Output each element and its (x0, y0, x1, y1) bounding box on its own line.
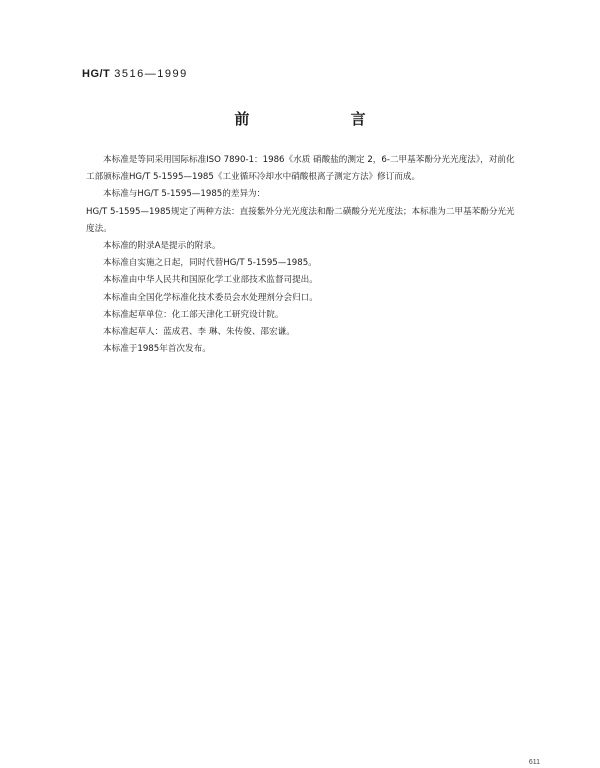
foreword-body (86, 152, 518, 358)
paragraph-appendix: 本标准的附录A是提示的附录。 (103, 241, 221, 252)
standard-code-number: 3516—1999 (114, 68, 188, 80)
paragraph-centralized: 本标准由全国化学标准化技术委员会水处理剂分会归口。 (103, 292, 318, 303)
paragraph-drafters: 本标准起草人：蓝成君、李 琳、朱传俊、邵宏谦。 (103, 327, 295, 338)
paragraph-replacement: 本标准自实施之日起，同时代替HG/T 5-1595—1985。 (103, 258, 317, 269)
paragraph-adoption: 本标准是等同采用国际标准ISO 7890-1：1986《水质 硝酸盐的测定 2，6-二甲基苯酚分光光度法》，对前化工部颁标准HG/T 5-1595—1985《工业循环冷却水中硝酸根离子测定方法》修订而成。 (86, 155, 515, 183)
standard-code (82, 68, 188, 80)
paragraph-drafting-unit: 本标准起草单位：化工部天津化工研究设计院。 (103, 309, 284, 320)
page-title: 前 言 (234, 110, 414, 128)
paragraph-differences-detail: HG/T 5-1595—1985规定了两种方法：直接紫外分光光度法和酚二磺酸分光光度法；本标准为二甲基苯酚分光光度法。 (86, 206, 515, 234)
paragraph-proposer: 本标准由中华人民共和国原化学工业部技术监督司提出。 (103, 275, 318, 286)
standard-code-prefix: HG/T (82, 68, 111, 80)
page-number: 611 (528, 759, 540, 766)
paragraph-differences-intro: 本标准与HG/T 5-1595—1985的差异为： (103, 189, 266, 200)
paragraph-first-issued: 本标准于1985年首次发布。 (103, 344, 211, 355)
